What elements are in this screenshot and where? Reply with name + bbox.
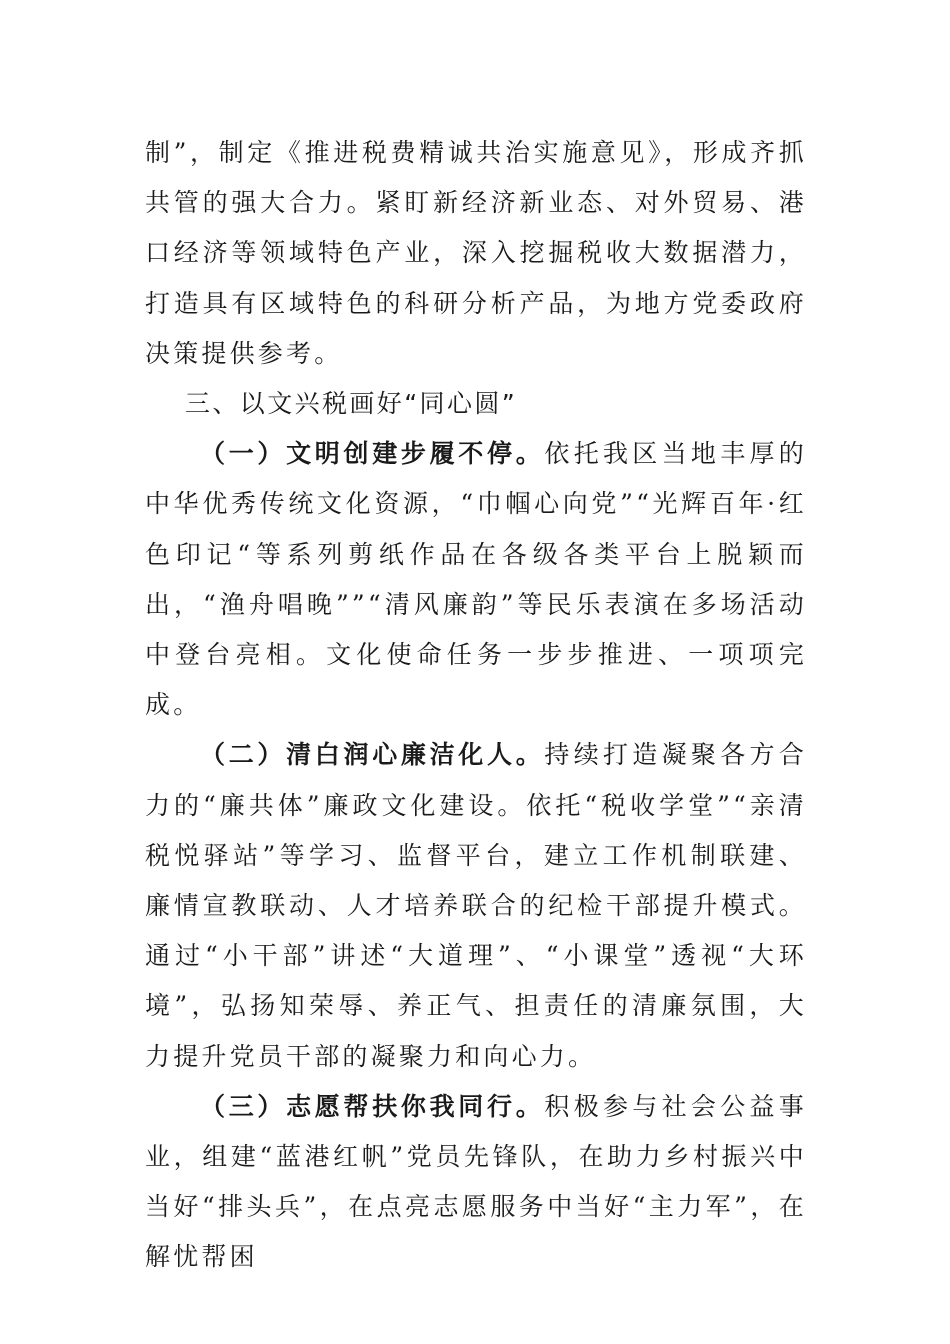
paragraph-item-1 xyxy=(145,429,807,730)
item-2-body: 持续打造凝聚各方合力的“廉共体”廉政文化建设。依托“税收学堂”“亲清税悦驿站”等学习、监督平台，建立工作机制联建、廉情宣教联动、人才培养联合的纪检干部提升模式。通过“小干部”讲述“大道理”、“小课堂”透视“大环境”，弘扬知荣辱、养正气、担责任的清廉氛围，大力提升党员干部的凝聚力和向心力。 xyxy=(145,740,808,1071)
document-body xyxy=(145,128,807,1283)
item-1-body: 依托我区当地丰厚的中华优秀传统文化资源，“巾帼心向党”“光辉百年·红色印记“等系列剪纸作品在各级各类平台上脱颖而出，“渔舟唱晚””“清风廉韵”等民乐表演在多场活动中登台亮相。文化使命任务一步步推进、一项项完成。 xyxy=(145,439,808,720)
item-3-body: 积极参与社会公益事业，组建“蓝港红帆”党员先锋队，在助力乡村振兴中当好“排头兵”，在点亮志愿服务中当好“主力军”，在解忧帮困 xyxy=(145,1091,808,1272)
item-1-lead: （一）文明创建步履不停。 xyxy=(200,439,545,469)
item-2-lead: （二）清白润心廉洁化人。 xyxy=(200,740,545,770)
section-heading: 三、以文兴税画好“同心圆” xyxy=(185,389,518,419)
paragraph-continuation: 制”，制定《推进税费精诚共治实施意见》，形成齐抓共管的强大合力。紧盯新经济新业态、对外贸易、港口经济等领域特色产业，深入挖掘税收大数据潜力，打造具有区域特色的科研分析产品，为地方党委政府决策提供参考。 xyxy=(145,138,807,368)
paragraph-item-3 xyxy=(145,1082,807,1283)
paragraph-item-2 xyxy=(145,730,807,1081)
item-3-lead: （三）志愿帮扶你我同行。 xyxy=(200,1091,545,1121)
